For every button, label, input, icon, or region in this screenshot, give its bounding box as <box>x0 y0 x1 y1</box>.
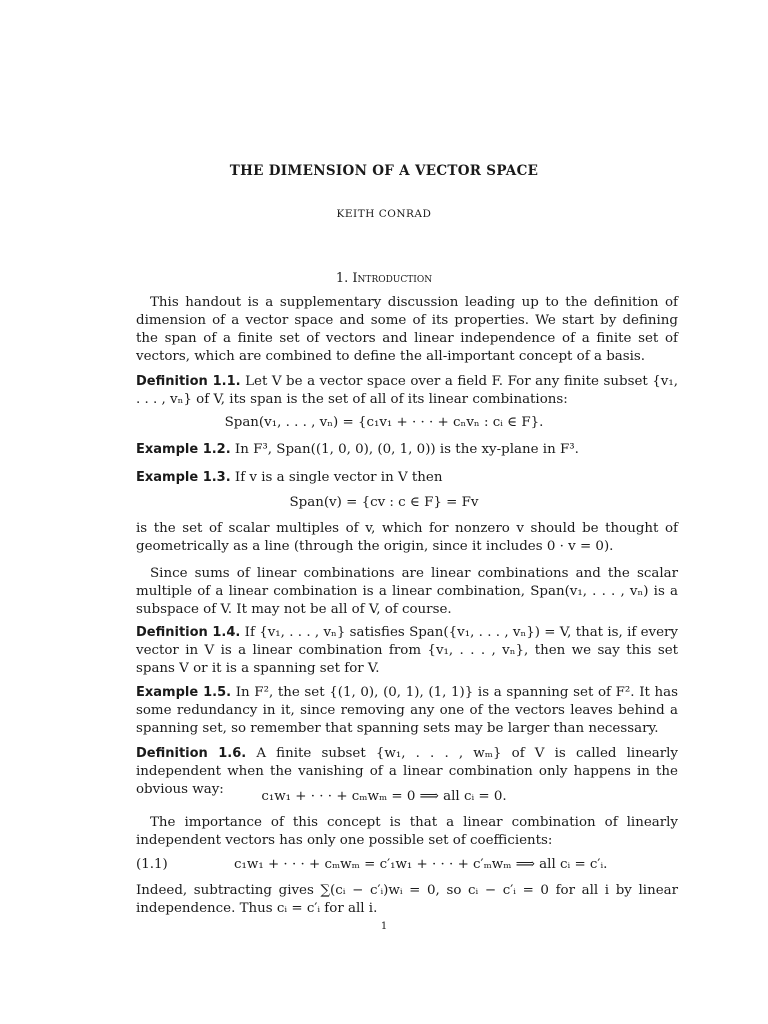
section-heading: 1. Introduction <box>335 271 433 286</box>
example-1-2 <box>136 441 678 459</box>
definition-label: Definition 1.1. <box>136 374 241 389</box>
definition-1-1 <box>136 373 678 409</box>
definition-label: Definition 1.6. <box>136 746 247 761</box>
example-label: Example 1.2. <box>136 442 231 457</box>
definition-label: Definition 1.4. <box>136 625 241 640</box>
example-1-3 <box>136 469 678 487</box>
definition-1-4 <box>136 624 678 678</box>
author-name: KEITH CONRAD <box>336 208 432 220</box>
independence-equation: c₁w₁ + · · · + cₘwₘ = 0 ⟹ all cᵢ = 0. <box>261 789 507 804</box>
paper-title: THE DIMENSION OF A VECTOR SPACE <box>229 163 539 179</box>
example-text: If v is a single vector in V then <box>234 470 443 485</box>
example-label: Example 1.5. <box>136 685 232 700</box>
example-label: Example 1.3. <box>136 470 231 485</box>
definition-text: If {v₁, . . . , vₙ} satisfies Span({v₁, . . . , vₙ}) = V, that is, if every vector in V is a linear combination from {v₁, . . . , vₙ}, then we say this set spans V or it is a spanning set for V. <box>136 625 679 676</box>
definition-text: A finite subset {w₁, . . . , wₘ} of V is called linearly independent when the vanishing of a linear combination only happens in the obvious way: <box>136 746 678 797</box>
span-display-equation: Span(v₁, . . . , vₙ) = {c₁v₁ + · · · + cₙvₙ : cᵢ ∈ F}. <box>224 415 544 430</box>
sums-paragraph: Since sums of linear combinations are linear combinations and the scalar multiple of a linear combination is a linear combination, Span(v₁, . . . , vₙ) is a subspace of V. It may not be all of V, of course. <box>136 566 678 617</box>
single-span-equation: Span(v) = {cv : c ∈ F} = Fv <box>289 495 479 510</box>
uniqueness-equation: c₁w₁ + · · · + cₘwₘ = c′₁w₁ + · · · + c′ₘwₘ ⟹ all cᵢ = c′ᵢ. <box>234 857 608 872</box>
intro-paragraph: This handout is a supplementary discussion leading up to the definition of dimension of a vector space and some of its properties. We start by defining the span of a finite set of vectors and linear independence of a finite set of vectors, which are combined to define the all-important concept of a basis. <box>136 295 678 364</box>
importance-paragraph: The importance of this concept is that a linear combination of linearly independent vectors has only one possible set of coefficients: <box>136 815 678 848</box>
equation-number-1-1: (1.1) <box>136 857 168 872</box>
page-number: 1 <box>380 921 388 932</box>
example-1-3-continuation: is the set of scalar multiples of v, which for nonzero v should be thought of geometrically as a line (through the origin, since it includes 0 · v = 0). <box>136 521 678 554</box>
example-text: In F², the set {(1, 0), (0, 1), (1, 1)} is a spanning set of F². It has some redundancy in it, since removing any one of the vectors leaves behind a spanning set, so remember that spanning sets may be larger than necessary. <box>136 685 679 736</box>
indeed-paragraph: Indeed, subtracting gives ∑(cᵢ − c′ᵢ)wᵢ = 0, so cᵢ − c′ᵢ = 0 for all i by linear independence. Thus cᵢ = c′ᵢ for all i. <box>136 883 678 916</box>
example-text: In F³, Span((1, 0, 0), (0, 1, 0)) is the xy-plane in F³. <box>234 442 579 457</box>
example-1-5 <box>136 684 678 738</box>
definition-text: Let V be a vector space over a field F. For any finite subset {v₁, . . . , vₙ} of V, its span is the set of all of its linear combinations: <box>136 374 678 407</box>
